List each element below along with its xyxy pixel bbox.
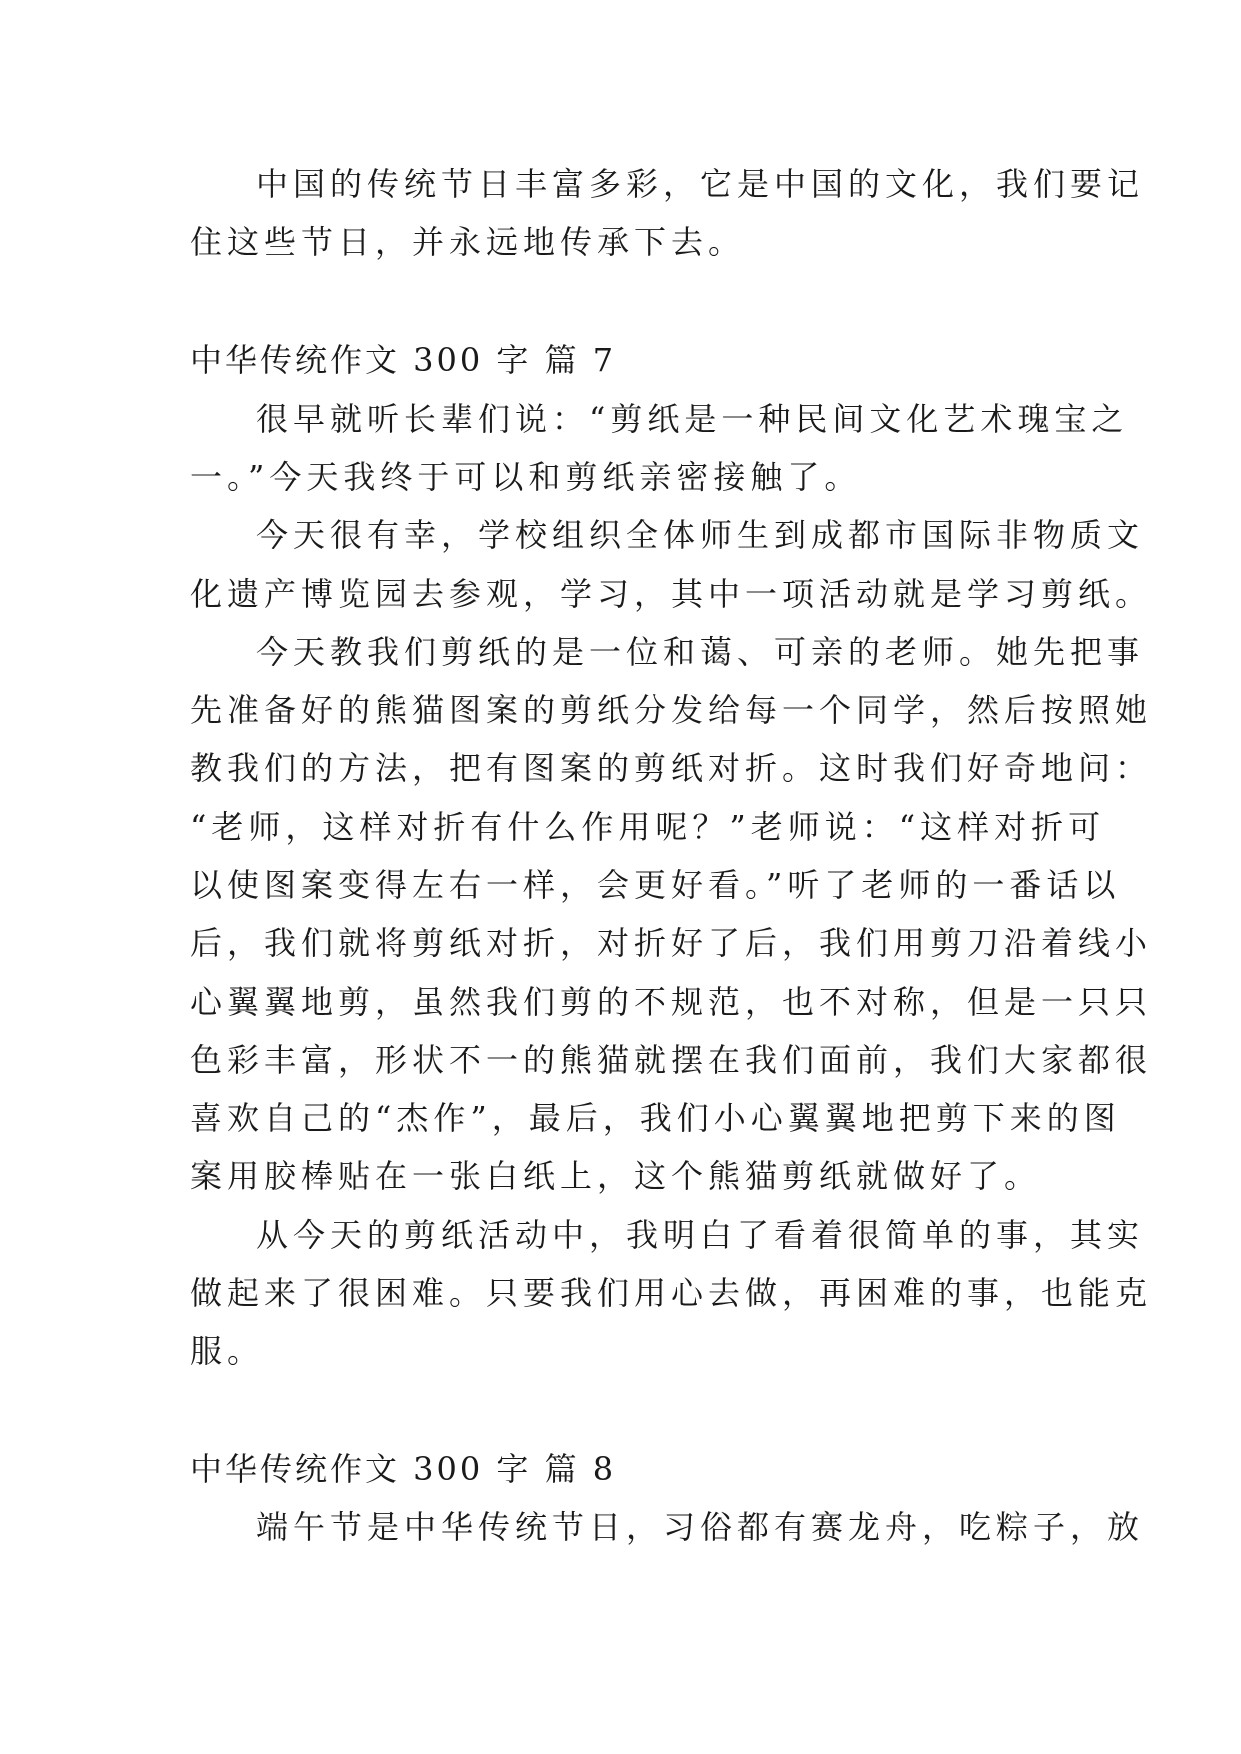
paragraph-line: 化遗产博览园去参观，学习，其中一项活动就是学习剪纸。	[190, 575, 1153, 613]
paragraph-line: 色彩丰富，形状不一的熊猫就摆在我们面前，我们大家都很	[190, 1041, 1153, 1079]
paragraph-line: 从今天的剪纸活动中，我明白了看着很简单的事，其实	[256, 1216, 1145, 1254]
paragraph-line: 后，我们就将剪纸对折，对折好了后，我们用剪刀沿着线小	[190, 924, 1153, 962]
paragraph-line: 做起来了很困难。只要我们用心去做，再困难的事，也能克	[190, 1274, 1153, 1312]
paragraph-line: 先准备好的熊猫图案的剪纸分发给每一个同学，然后按照她	[190, 691, 1153, 729]
paragraph-line: 住这些节日，并永远地传承下去。	[190, 223, 746, 261]
paragraph-line: 以使图案变得左右一样，会更好看。”听了老师的一番话以	[190, 866, 1121, 904]
paragraph-line: 案用胶棒贴在一张白纸上，这个熊猫剪纸就做好了。	[190, 1157, 1042, 1195]
paragraph-line: 中国的传统节日丰富多彩，它是中国的文化，我们要记	[256, 165, 1145, 203]
paragraph-line: 一。”今天我终于可以和剪纸亲密接触了。	[190, 458, 862, 496]
paragraph-line: 今天很有幸，学校组织全体师生到成都市国际非物质文	[256, 516, 1145, 554]
paragraph-line: 喜欢自己的“杰作”，最后，我们小心翼翼地把剪下来的图	[190, 1099, 1121, 1137]
section-heading: 中华传统作文 300 字 篇 7	[190, 341, 617, 379]
paragraph-line: 服。	[190, 1332, 265, 1370]
paragraph-line: 端午节是中华传统节日，习俗都有赛龙舟，吃粽子，放	[256, 1508, 1145, 1546]
paragraph-line: 很早就听长辈们说：“剪纸是一种民间文化艺术瑰宝之	[256, 400, 1129, 438]
section-heading: 中华传统作文 300 字 篇 8	[190, 1450, 617, 1488]
paragraph-line: 心翼翼地剪，虽然我们剪的不规范，也不对称，但是一只只	[190, 983, 1153, 1021]
paragraph-line: 教我们的方法，把有图案的剪纸对折。这时我们好奇地问：	[190, 749, 1153, 787]
paragraph-line: “老师，这样对折有什么作用呢？”老师说：“这样对折可	[190, 808, 1106, 846]
paragraph-line: 今天教我们剪纸的是一位和蔼、可亲的老师。她先把事	[256, 633, 1145, 671]
